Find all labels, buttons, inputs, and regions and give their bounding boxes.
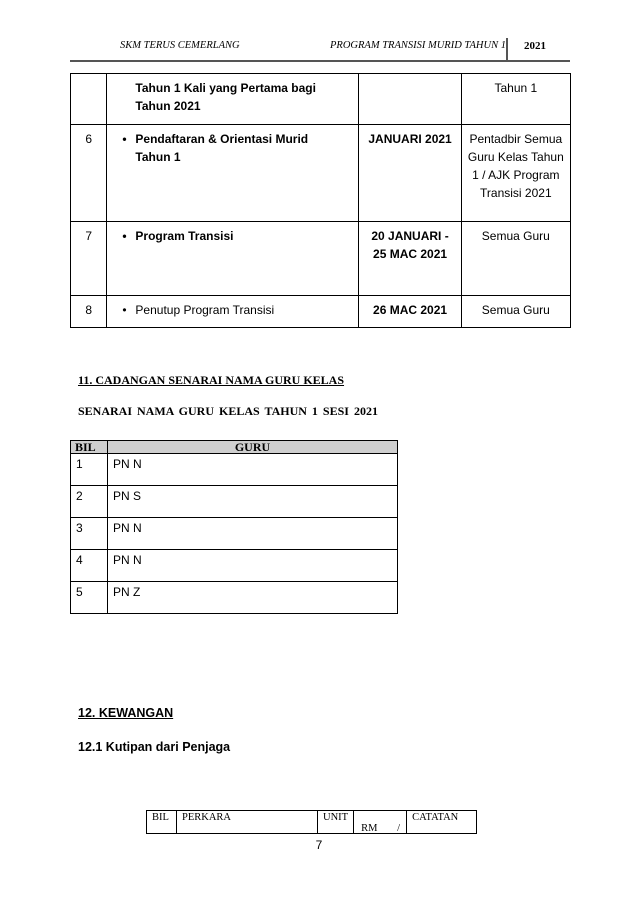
teacher-table xyxy=(70,440,398,614)
header-school: SKM TERUS CEMERLANG xyxy=(120,40,240,51)
teacher-name: PN Z xyxy=(108,582,398,614)
table-row xyxy=(71,296,571,328)
table-row xyxy=(71,582,398,614)
header-program: PROGRAM TRANSISI MURID TAHUN 1 xyxy=(330,40,506,51)
column-header-catatan: CATATAN xyxy=(407,811,477,834)
page-header xyxy=(70,38,570,64)
header-divider xyxy=(506,38,508,60)
column-header-bil: BIL xyxy=(147,811,177,834)
column-header-bil: BIL xyxy=(71,441,108,454)
table-header-row xyxy=(71,441,398,454)
activity-line: Pendaftaran & Orientasi Murid xyxy=(135,132,309,146)
row-number: 1 xyxy=(71,454,108,486)
teacher-name: PN N xyxy=(108,454,398,486)
activity-line: Tahun 1 Kali yang Pertama bagi xyxy=(135,81,316,95)
column-header-perkara: PERKARA xyxy=(177,811,318,834)
table-row xyxy=(71,125,571,222)
date-cell: JANUARI 2021 xyxy=(359,125,461,222)
row-number: 6 xyxy=(71,125,107,222)
column-header-unit: UNIT xyxy=(318,811,354,834)
table-row xyxy=(71,518,398,550)
row-number: 2 xyxy=(71,486,108,518)
schedule-table xyxy=(70,73,571,328)
header-year: 2021 xyxy=(524,40,546,52)
slash-label: / xyxy=(397,823,401,834)
date-cell xyxy=(359,74,461,125)
bullet-icon: • xyxy=(122,132,127,146)
rm-label: RM xyxy=(361,823,378,834)
table-row xyxy=(71,454,398,486)
activity-line: Tahun 2021 xyxy=(135,99,201,113)
activity-cell xyxy=(107,222,359,296)
section-11-subtitle: SENARAI NAMA GURU KELAS TAHUN 1 SESI 2021 xyxy=(78,404,378,418)
table-row xyxy=(71,486,398,518)
section-12-subtitle: 12.1 Kutipan dari Penjaga xyxy=(78,740,231,754)
activity-line: Tahun 1 xyxy=(135,150,181,164)
page-number: 7 xyxy=(315,838,323,852)
bullet-icon: • xyxy=(122,303,127,317)
pic-cell: Pentadbir Semua Guru Kelas Tahun 1 / AJK Program Transisi 2021 xyxy=(461,125,570,222)
date-cell: 26 MAC 2021 xyxy=(359,296,461,328)
row-number xyxy=(71,74,107,125)
activity-cell xyxy=(107,125,359,222)
section-12-title: 12. KEWANGAN xyxy=(78,706,174,720)
date-cell: 20 JANUARI - 25 MAC 2021 xyxy=(359,222,461,296)
table-row xyxy=(71,74,571,125)
section-11-title: 11. CADANGAN SENARAI NAMA GURU KELAS xyxy=(78,373,345,387)
header-rule xyxy=(70,60,570,62)
activity-cell xyxy=(107,296,359,328)
row-number: 5 xyxy=(71,582,108,614)
pic-cell: Semua Guru xyxy=(461,296,570,328)
pic-cell: Semua Guru xyxy=(461,222,570,296)
teacher-name: PN S xyxy=(108,486,398,518)
row-number: 4 xyxy=(71,550,108,582)
activity-cell xyxy=(107,74,359,125)
activity-line: Penutup Program Transisi xyxy=(135,303,275,317)
table-row xyxy=(71,550,398,582)
bullet-icon: • xyxy=(122,229,127,243)
table-header-row xyxy=(147,811,477,834)
teacher-name: PN N xyxy=(108,518,398,550)
column-header-rm xyxy=(354,811,407,834)
row-number: 3 xyxy=(71,518,108,550)
row-number: 8 xyxy=(71,296,107,328)
teacher-name: PN N xyxy=(108,550,398,582)
pic-cell: Tahun 1 xyxy=(461,74,570,125)
table-row xyxy=(71,222,571,296)
column-header-guru: GURU xyxy=(108,441,398,454)
row-number: 7 xyxy=(71,222,107,296)
activity-line: Program Transisi xyxy=(135,229,234,243)
finance-table xyxy=(146,810,477,834)
